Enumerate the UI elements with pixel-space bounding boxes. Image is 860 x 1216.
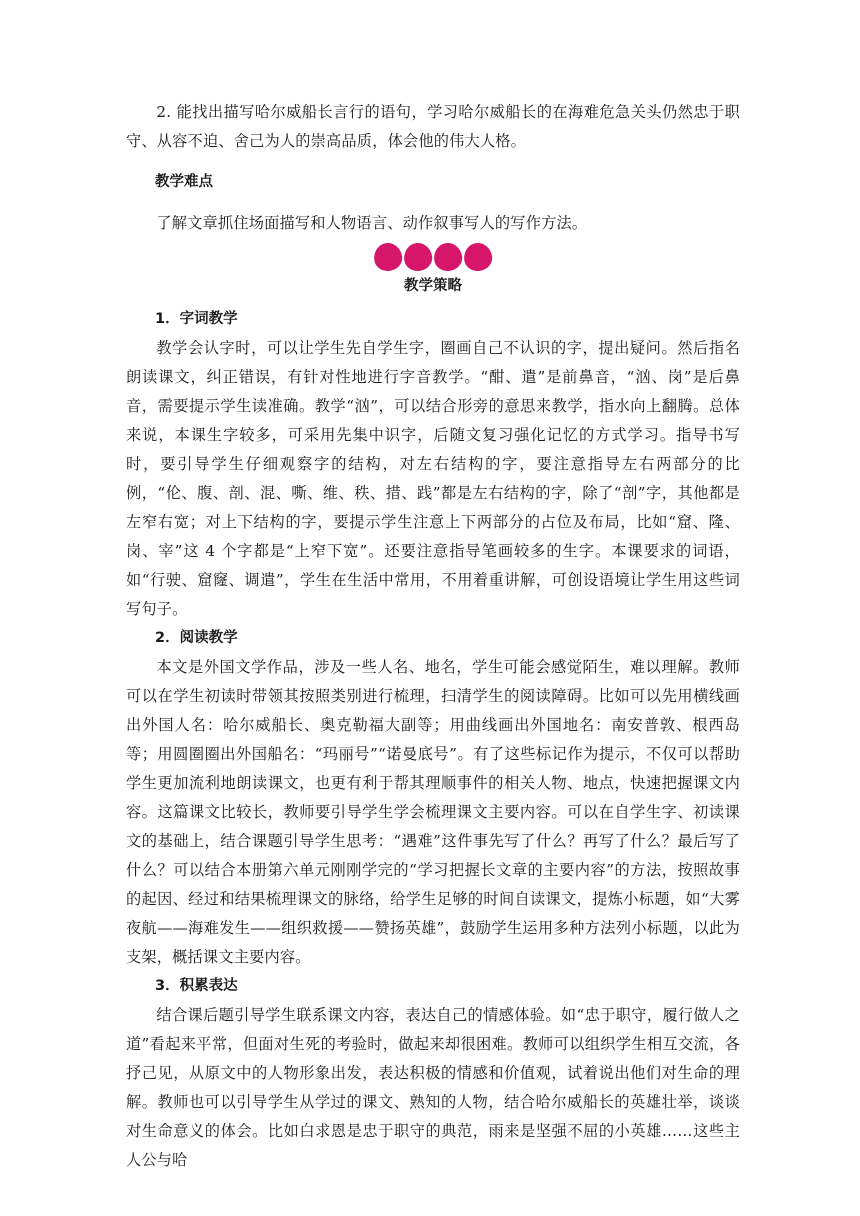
difficulty-text: 了解文章抓住场面描写和人物语言、动作叙事写人的写作方法。 bbox=[156, 214, 588, 232]
petal-dot-icon bbox=[402, 241, 434, 273]
section-text-expression: 结合课后题引导学生联系课文内容，表达自己的情感体验。如“忠于职守，履行做人之道”看起来平常，但面对生死的考验时，做起来却很困难。教师可以组织学生相互交流，各抒己见，从原文中的人物形象出发，表达积极的情感和价值观，试着说出他们对生命的理解。教师也可以引导学生从学过的课文、熟知的人物，结合哈尔威船长的英雄壮举，谈谈对生命意义的体会。比如白求恩是忠于职守的典范，雨来是坚强不屈的小英雄……这些主人公与哈 bbox=[126, 1006, 740, 1169]
objective-item-2: 2. 能找出描写哈尔威船长言行的语句，学习哈尔威船长的在海难危急关头仍然忠于职守、从容不迫、舍己为人的崇高品质，体会他的伟大人格。 bbox=[126, 103, 740, 150]
section-text-vocab: 教学会认字时，可以让学生先自学生字，圈画自己不认识的字，提出疑问。然后指名朗读课文，纠正错误，有针对性地进行字音教学。“酣、遣”是前鼻音，“汹、岗”是后鼻音，需要提示学生读准确。教学“汹”，可以结合形旁的意思来教学，指水向上翻腾。总体来说，本课生字较多，可采用先集中识字，后随文复习强化记忆的方式学习。指导书写时，要引导学生仔细观察字的结构，对左右结构的字，要注意指导左右两部分的比例，“伦、腹、剖、混、嘶、维、秩、措、践”都是左右结构的字，除了“剖”字，其他都是左窄右宽；对上下结构的字，要提示学生注意上下两部分的占位及布局，比如“窟、隆、岗、宰”这 4 个字都是“上窄下宽”。还要注意指导笔画较多的生字。本课要求的词语，如“行驶、窟窿、调遣”，学生在生活中常用，不用着重讲解，可创设语境让学生用这些词写句子。 bbox=[126, 339, 740, 618]
petal-dot-icon bbox=[432, 241, 464, 273]
strategy-title: 教学策略 bbox=[404, 278, 462, 294]
section-divider-ornament bbox=[126, 242, 740, 272]
difficulty-heading: 教学难点 bbox=[155, 174, 213, 190]
section-heading-expression: 3．积累表达 bbox=[155, 978, 238, 994]
document-page bbox=[126, 98, 740, 1175]
section-heading-reading: 2．阅读教学 bbox=[155, 630, 238, 646]
petal-dot-icon bbox=[372, 241, 404, 273]
section-text-reading: 本文是外国文学作品，涉及一些人名、地名，学生可能会感觉陌生，难以理解。教师可以在学生初读时带领其按照类别进行梳理，扫清学生的阅读障碍。比如可以先用横线画出外国人名：哈尔威船长、奥克勒福大副等；用曲线画出外国地名：南安普敦、根西岛等；用圆圈圈出外国船名：“玛丽号”“诺曼底号”。有了这些标记作为提示，不仅可以帮助学生更加流利地朗读课文，也更有利于帮其理顺事件的相关人物、地点，快速把握课文内容。这篇课文比较长，教师要引导学生学会梳理课文主要内容。可以在自学生字、初读课文的基础上，结合课题引导学生思考：“遇难”这件事先写了什么？再写了什么？最后写了什么？可以结合本册第六单元刚刚学完的“学习把握长文章的主要内容”的方法，按照故事的起因、经过和结果梳理课文的脉络，给学生足够的时间自读课文，提炼小标题，如“大雾夜航——海难发生——组织救援——赞扬英雄”，鼓励学生运用多种方法列小标题，以此为支架，概括课文主要内容。 bbox=[126, 658, 740, 966]
petal-dot-icon bbox=[462, 241, 494, 273]
section-heading-vocab: 1．字词教学 bbox=[155, 311, 238, 327]
